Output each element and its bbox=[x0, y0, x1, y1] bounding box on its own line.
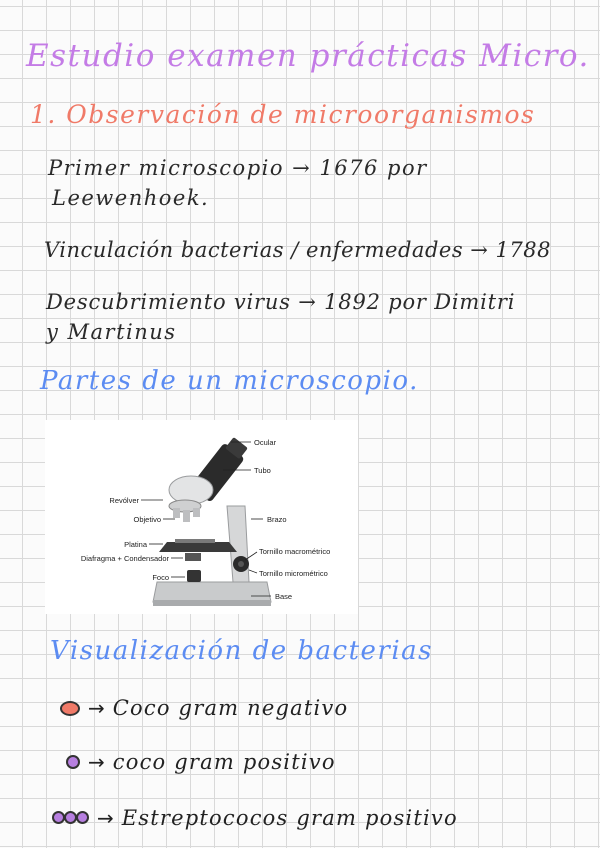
microscope-base bbox=[153, 582, 271, 602]
page-title: Estudio examen prácticas Micro. bbox=[26, 38, 590, 74]
arrow-icon: → bbox=[97, 806, 114, 830]
parts-heading: Partes de un microscopio. bbox=[40, 366, 419, 396]
arrow-icon: → bbox=[88, 750, 105, 774]
legend-text: Estreptococos gram positivo bbox=[121, 806, 458, 830]
streptococcus-chain-icon bbox=[52, 809, 91, 828]
label-micro: Tornillo micrométrico bbox=[259, 569, 328, 578]
microscope-diagram bbox=[45, 420, 358, 614]
legend-text: Coco gram negativo bbox=[112, 696, 349, 720]
label-diafragma: Diafragma + Condensador bbox=[80, 554, 169, 563]
label-foco: Foco bbox=[152, 573, 169, 582]
note-virus-discovery-authors: y Martinus bbox=[46, 320, 177, 344]
label-tubo: Tubo bbox=[254, 466, 271, 475]
note-virus-discovery: Descubrimiento virus → 1892 por Dimitri bbox=[46, 290, 516, 314]
note-bacteria-disease: Vinculación bacterias / enfermedades → 1788 bbox=[44, 238, 551, 262]
label-brazo: Brazo bbox=[267, 515, 287, 524]
coccus-dot-icon bbox=[66, 755, 80, 769]
section-heading-observation: 1. Observación de microorganismos bbox=[30, 100, 536, 129]
microscope-stage bbox=[159, 542, 237, 552]
legend-row-gram-negative-coccus bbox=[60, 694, 348, 722]
label-ocular: Ocular bbox=[254, 438, 277, 447]
legend-row-gram-positive-coccus bbox=[60, 748, 336, 776]
legend-row-streptococcus bbox=[52, 804, 458, 832]
legend-text: coco gram positivo bbox=[112, 750, 336, 774]
label-platina: Platina bbox=[124, 540, 147, 549]
coccus-dot-icon bbox=[60, 701, 80, 716]
label-revolver: Revólver bbox=[109, 496, 139, 505]
note-first-microscope: Primer microscopio → 1676 por bbox=[48, 156, 428, 180]
label-base: Base bbox=[275, 592, 293, 601]
note-first-microscope-author: Leewenhoek. bbox=[52, 186, 210, 210]
arrow-icon: → bbox=[88, 696, 105, 720]
bacteria-heading: Visualización de bacterias bbox=[50, 636, 434, 666]
label-objetivo: Objetivo bbox=[133, 515, 161, 524]
microscope-light bbox=[187, 570, 201, 582]
label-macro: Tornillo macrométrico bbox=[259, 547, 331, 556]
